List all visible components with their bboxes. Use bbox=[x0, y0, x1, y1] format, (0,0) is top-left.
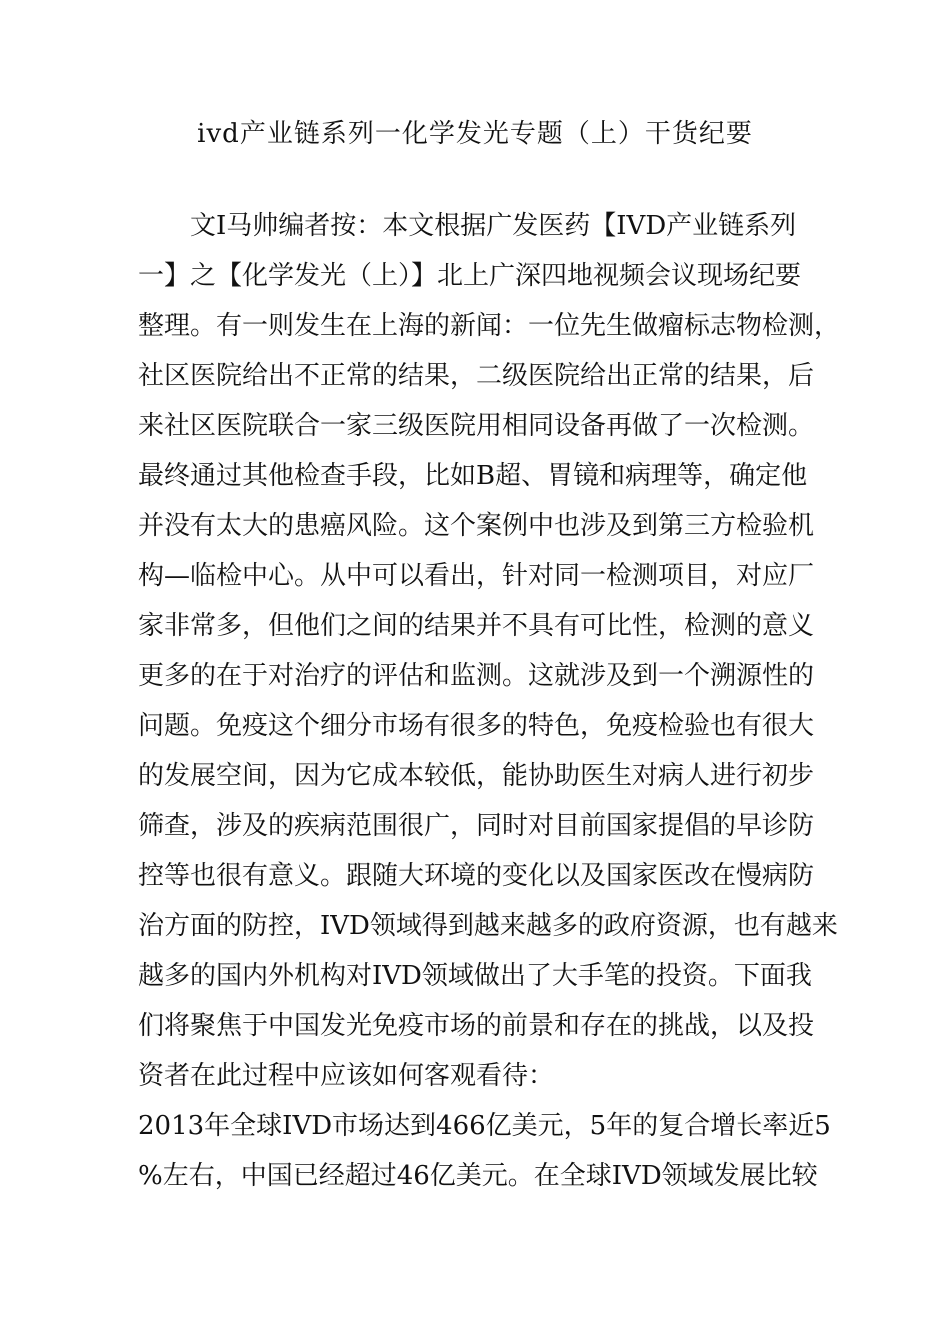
paragraph-line: 越多的国内外机构对IVD领域做出了大手笔的投资。下面我 bbox=[138, 961, 812, 991]
paragraph-line: 资者在此过程中应该如何客观看待： bbox=[138, 1061, 555, 1091]
paragraph-line: 控等也很有意义。跟随大环境的变化以及国家医改在慢病防 bbox=[138, 861, 815, 891]
paragraph-line: 筛查，涉及的疾病范围很广，同时对目前国家提倡的早诊防 bbox=[138, 811, 815, 841]
paragraph-line: 整理。有一则发生在上海的新闻：一位先生做瘤标志物检测， bbox=[138, 311, 841, 341]
paragraph-line: 最终通过其他检查手段，比如B超、胃镜和病理等，确定他 bbox=[138, 461, 808, 491]
paragraph-line: 来社区医院联合一家三级医院用相同设备再做了一次检测。 bbox=[138, 411, 815, 441]
paragraph-line: 构—临检中心。从中可以看出，针对同一检测项目，对应厂 bbox=[138, 561, 815, 591]
paragraph-line: 家非常多，但他们之间的结果并不具有可比性，检测的意义 bbox=[138, 611, 815, 641]
paragraph-line: 们将聚焦于中国发光免疫市场的前景和存在的挑战，以及投 bbox=[138, 1011, 815, 1041]
document-title: ivd产业链系列一化学发光专题（上）干货纪要 bbox=[197, 119, 753, 149]
paragraph-line: 一】之【化学发光（上）】北上广深四地视频会议现场纪要 bbox=[138, 261, 802, 291]
paragraph-line: 问题。免疫这个细分市场有很多的特色，免疫检验也有很大 bbox=[138, 711, 815, 741]
paragraph-line: %左右，中国已经超过46亿美元。在全球IVD领域发展比较 bbox=[138, 1161, 818, 1191]
paragraph-line: 2013年全球IVD市场达到466亿美元，5年的复合增长率近5 bbox=[138, 1111, 831, 1141]
paragraph-line: 社区医院给出不正常的结果，二级医院给出正常的结果，后 bbox=[138, 361, 815, 391]
paragraph-line: 更多的在于对治疗的评估和监测。这就涉及到一个溯源性的 bbox=[138, 661, 815, 691]
paragraph-line: 治方面的防控，IVD领域得到越来越多的政府资源，也有越来 bbox=[138, 911, 838, 941]
paragraph-line: 并没有太大的患癌风险。这个案例中也涉及到第三方检验机 bbox=[138, 511, 815, 541]
paragraph-line: 文I马帅编者按：本文根据广发医药【IVD产业链系列 bbox=[190, 211, 797, 241]
paragraph-line: 的发展空间，因为它成本较低，能协助医生对病人进行初步 bbox=[138, 761, 815, 791]
